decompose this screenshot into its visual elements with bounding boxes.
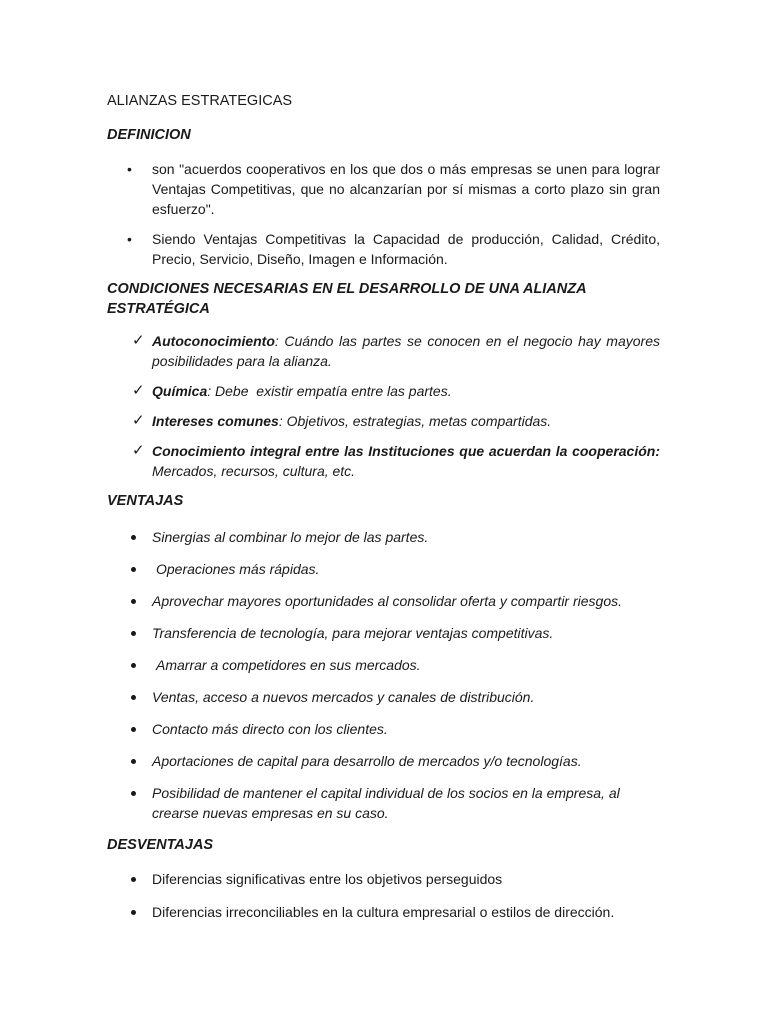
dot-icon [131, 759, 136, 764]
dot-icon [131, 631, 136, 636]
bullet-icon: • [127, 231, 132, 247]
section-heading-definicion: DEFINICION [107, 127, 191, 143]
dot-icon [131, 567, 136, 572]
check-mark-icon: ✓ [132, 382, 145, 399]
ventajas-list [107, 527, 660, 823]
list-item [107, 441, 660, 481]
term-label: Conocimiento integral entre las Instituciones que acuerdan la cooperación: [152, 443, 660, 459]
list-item [107, 902, 660, 922]
list-item-text: Posibilidad de mantener el capital individual de los socios en la empresa, al crearse nuevas empresas en su caso. [152, 785, 620, 821]
list-item [107, 591, 660, 611]
desventajas-list [107, 869, 660, 922]
term-label: Autoconocimiento [152, 333, 275, 349]
list-item [107, 869, 660, 889]
dot-icon [131, 599, 136, 604]
check-mark-icon: ✓ [132, 442, 145, 459]
list-item-text: Diferencias irreconciliables en la cultura empresarial o estilos de dirección. [152, 904, 615, 920]
list-item [107, 559, 660, 579]
term-label: Intereses comunes [152, 413, 279, 429]
dot-icon [131, 727, 136, 732]
check-mark-icon: ✓ [132, 412, 145, 429]
section-heading-desventajas: DESVENTAJAS [107, 837, 214, 853]
dot-icon [131, 877, 136, 882]
term-description: : Cuándo las partes se conocen en el negocio hay mayores posibilidades para la alianza. [152, 333, 660, 369]
dot-icon [131, 791, 136, 796]
list-item [107, 655, 660, 675]
term-description: : Debe existir empatía entre las partes. [207, 383, 452, 399]
document-body [107, 91, 660, 935]
list-item-text: Aportaciones de capital para desarrollo de mercados y/o tecnologías. [152, 753, 582, 769]
list-item [107, 159, 660, 219]
list-item-text: Amarrar a competidores en sus mercados. [156, 657, 421, 673]
dot-icon [131, 910, 136, 915]
list-item [107, 527, 660, 547]
dot-icon [131, 535, 136, 540]
list-item-text: son "acuerdos cooperativos en los que dos o más empresas se unen para lograr Ventajas Competitivas, que no alcanzarían por sí mismas a corto plazo sin gran esfuerzo". [152, 161, 660, 217]
list-item-text: Diferencias significativas entre los objetivos perseguidos [152, 871, 503, 887]
check-mark-icon: ✓ [132, 332, 145, 349]
document-title: ALIANZAS ESTRATEGICAS [107, 93, 293, 109]
list-item [107, 687, 660, 707]
list-item-text: Aprovechar mayores oportunidades al consolidar oferta y compartir riesgos. [152, 593, 623, 609]
dot-icon [131, 695, 136, 700]
term-label: Química [152, 383, 208, 399]
list-item [107, 623, 660, 643]
term-description: : Objetivos, estrategias, metas compartidas. [278, 413, 552, 429]
list-item-text: Ventas, acceso a nuevos mercados y canales de distribución. [152, 689, 535, 705]
section-heading-ventajas: VENTAJAS [107, 493, 184, 509]
term-description: Mercados, recursos, cultura, etc. [152, 463, 356, 479]
list-item [107, 719, 660, 739]
list-item [107, 381, 660, 401]
list-item [107, 331, 660, 371]
dot-icon [131, 663, 136, 668]
list-item-text: Siendo Ventajas Competitivas la Capacidad de producción, Calidad, Crédito, Precio, Servicio, Diseño, Imagen e Información. [152, 231, 660, 267]
list-item-text: Transferencia de tecnología, para mejorar ventajas competitivas. [152, 625, 554, 641]
list-item [107, 411, 660, 431]
list-item [107, 229, 660, 269]
list-item-text: Operaciones más rápidas. [156, 561, 320, 577]
definicion-list [107, 159, 660, 269]
list-item [107, 751, 660, 771]
condiciones-list [107, 331, 660, 481]
list-item-text: Contacto más directo con los clientes. [152, 721, 388, 737]
section-heading-condiciones: CONDICIONES NECESARIAS EN EL DESARROLLO DE UNA ALIANZA ESTRATÉGICA [107, 281, 587, 317]
list-item [107, 783, 660, 823]
bullet-icon: • [127, 161, 132, 177]
list-item-text: Sinergias al combinar lo mejor de las partes. [152, 529, 429, 545]
